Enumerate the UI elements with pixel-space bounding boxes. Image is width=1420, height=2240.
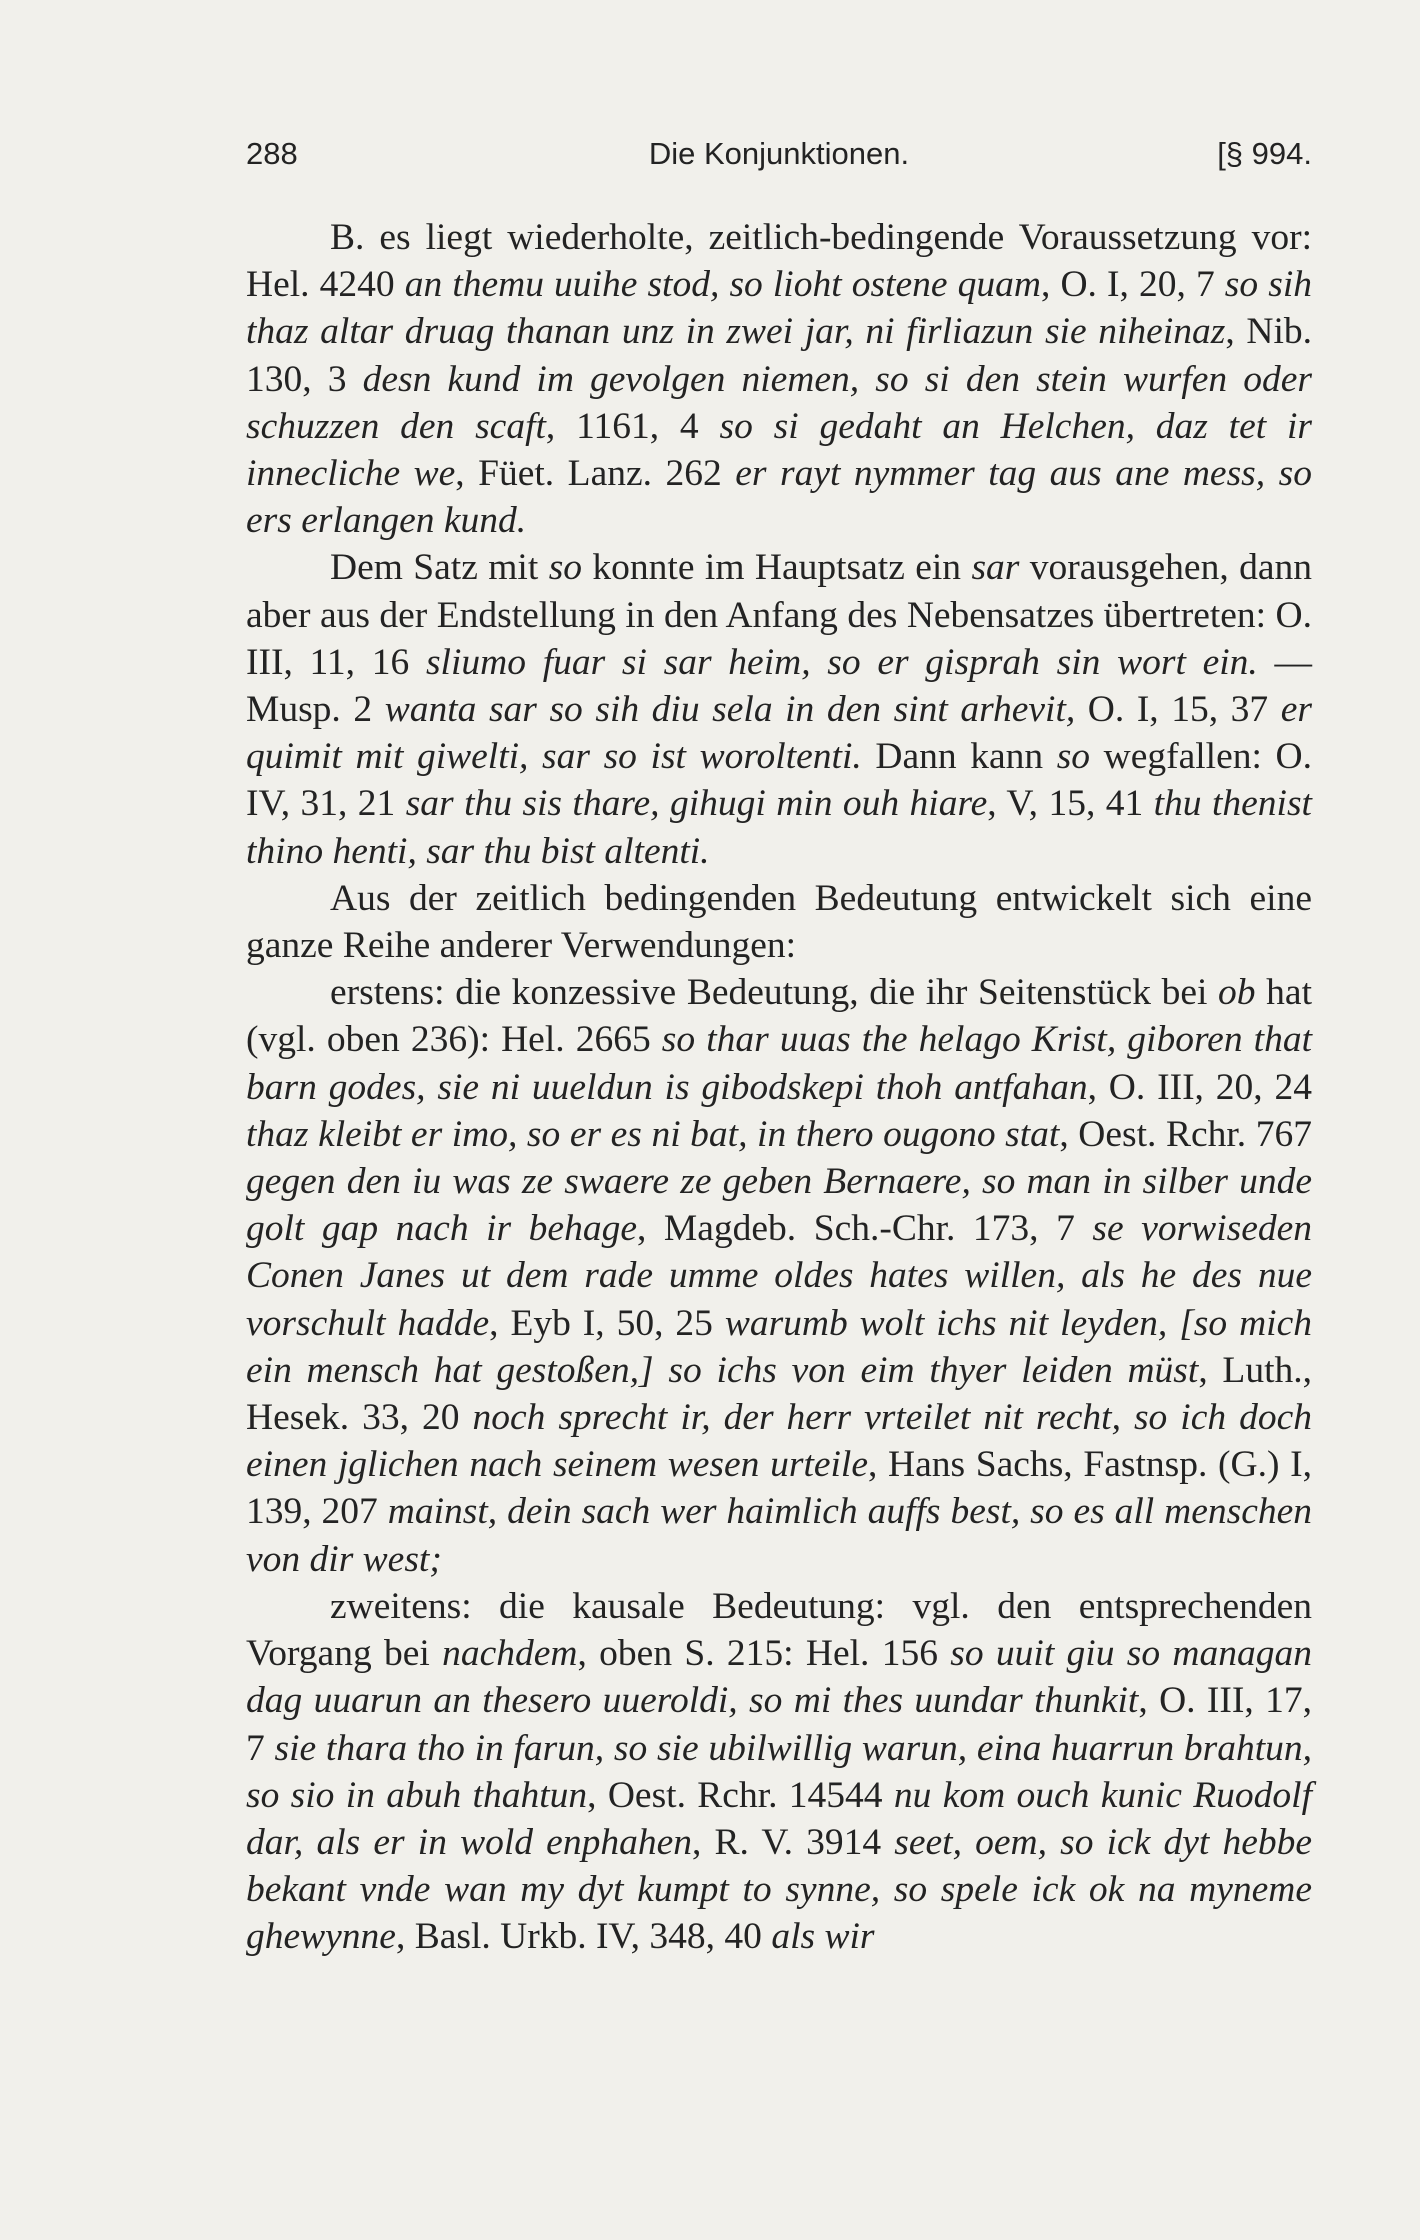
text-run: , O. III, 17, 7 — [246, 1680, 1312, 1769]
text-run: vorausgehen, dann aber aus der Endstellung in den Anfang des Nebensatzes übertreten: O. III, 11, 16 — [246, 547, 1312, 683]
italic-quote: sar thu sis thare, gihugi min ouh hiare — [405, 783, 988, 825]
text-run: konnte im Hauptsatz ein — [582, 547, 972, 589]
text-run: , 1161, 4 — [545, 405, 720, 447]
text-run: , Luth., Hesek. 33, 20 — [246, 1349, 1312, 1439]
text-run: Aus der zeitlich bedingenden Bedeutung entwickelt sich eine ganze Reihe anderer Verwendungen: — [246, 877, 1312, 967]
text-run: hat (vgl. oben 236): Hel. 2665 — [246, 972, 1312, 1061]
italic-quote: so — [1056, 736, 1091, 778]
italic-quote: ob — [1218, 972, 1256, 1014]
italic-quote: gegen den iu was ze swaere ze geben Bernaere, so man in silber unde golt gap nach ir behage — [246, 1161, 1312, 1250]
paragraph — [246, 1583, 1312, 1961]
italic-quote: se vorwiseden Conen Janes ut dem rade umme oldes hates willen, als he des nue vorschult hadde — [246, 1208, 1312, 1344]
italic-quote: als wir — [771, 1916, 875, 1958]
text-run: , Nib. 130, 3 — [246, 311, 1312, 400]
italic-quote: er quimit mit giwelti, sar so ist woroltenti. — [246, 689, 1312, 778]
italic-quote: so thar uuas the helago Krist, giboren that barn godes, sie ni uueldun is gibodskepi thoh antfahan — [246, 1019, 1312, 1108]
paragraph — [246, 969, 1312, 1583]
italic-quote: seet, oem, so ick dyt hebbe bekant vnde wan my dyt kumpt to synne, so spele ick ok na myneme ghewynne — [246, 1821, 1312, 1958]
italic-quote: so — [548, 547, 583, 589]
italic-quote: mainst, dein sach wer haimlich auffs best, so es all menschen von dir west; — [246, 1491, 1312, 1580]
page-number: 288 — [246, 136, 298, 171]
text-run: — Musp. 2 — [246, 641, 1312, 731]
text-run: Dem Satz mit — [330, 547, 549, 589]
text-run: , oben S. 215: Hel. 156 — [577, 1633, 951, 1675]
italic-quote: sliumo fuar si sar heim, so er gisprah sin wort ein. — [425, 641, 1258, 683]
text-run: , O. I, 20, 7 — [1040, 264, 1225, 306]
text-run: , R. V. 3914 — [691, 1821, 895, 1863]
text-run: B. es liegt wiederholte, zeitlich-bedingende Voraussetzung vor: Hel. 4240 — [246, 217, 1312, 306]
text-run: zweitens: die kausale Bedeutung: vgl. den entsprechenden Vorgang bei — [246, 1585, 1312, 1675]
text-run: , Hans Sachs, Fastnsp. (G.) I, 139, 207 — [246, 1444, 1312, 1533]
italic-quote: wanta sar so sih diu sela in den sint arhevit, — [384, 689, 1076, 731]
italic-quote: desn kund im gevolgen niemen, so si den stein wurfen oder schuzzen den scaft — [246, 358, 1313, 447]
text-run: , Basl. Urkb. IV, 348, 40 — [395, 1916, 772, 1958]
italic-quote: thaz kleibt er imo, so er es ni bat, in thero ougono stat — [246, 1113, 1060, 1155]
text-run: , Eyb I, 50, 25 — [489, 1302, 725, 1344]
text-run: erstens: die konzessive Bedeutung, die ihr Seitenstück bei — [330, 972, 1219, 1014]
italic-quote: so si gedaht an Helchen, daz tet ir innecliche we — [246, 405, 1312, 495]
italic-quote: thu thenist thino henti, sar thu bist altenti. — [246, 783, 1312, 872]
italic-quote: warumb wolt ichs nit leyden, [so mich ein mensch hat gestoßen,] so ichs von eim thyer leiden müst — [246, 1302, 1312, 1391]
paragraph — [246, 214, 1312, 544]
text-run: , O. III, 20, 24 — [1087, 1066, 1312, 1108]
text-run: wegfallen: O. IV, 31, 21 — [246, 736, 1312, 825]
text-run: , Oest. Rchr. 14544 — [587, 1774, 894, 1816]
running-title: Die Konjunktionen. — [648, 136, 910, 171]
page-body — [246, 214, 1312, 1961]
italic-quote: an themu uuihe stod, so lioht ostene quam — [404, 264, 1041, 306]
italic-quote: sar — [971, 547, 1020, 589]
text-run: , V, 15, 41 — [987, 783, 1154, 825]
text-run: Dann kann — [861, 736, 1057, 778]
italic-quote: nachdem — [442, 1633, 578, 1675]
text-run: , Füet. Lanz. 262 — [455, 453, 736, 495]
text-run: O. I, 15, 37 — [1075, 689, 1281, 731]
section-marker: [§ 994. — [1217, 136, 1312, 171]
text-run: , Oest. Rchr. 767 — [1059, 1113, 1312, 1155]
italic-quote: nu kom ouch kunic Ruodolf dar, als er in wold enphahen — [246, 1774, 1312, 1863]
page-header — [246, 136, 1312, 186]
italic-quote: so uuit giu so managan dag uuarun an thesero uueroldi, so mi thes uundar thunkit — [246, 1633, 1312, 1722]
italic-quote: er rayt nymmer tag aus ane mess, so ers erlangen kund. — [246, 453, 1312, 542]
text-run: , Magdeb. Sch.-Chr. 173, 7 — [636, 1208, 1093, 1250]
paragraph — [246, 544, 1312, 874]
paragraph — [246, 875, 1312, 969]
italic-quote: noch sprecht ir, der herr vrteilet nit recht, so ich doch einen jglichen nach seinem wesen urteile — [246, 1397, 1312, 1486]
italic-quote: so sih thaz altar druag thanan unz in zwei jar, ni firliazun sie niheinaz — [246, 264, 1312, 353]
italic-quote: sie thara tho in farun, so sie ubilwillig warun, eina huarrun brahtun, so sio in abuh thahtun — [246, 1727, 1312, 1816]
